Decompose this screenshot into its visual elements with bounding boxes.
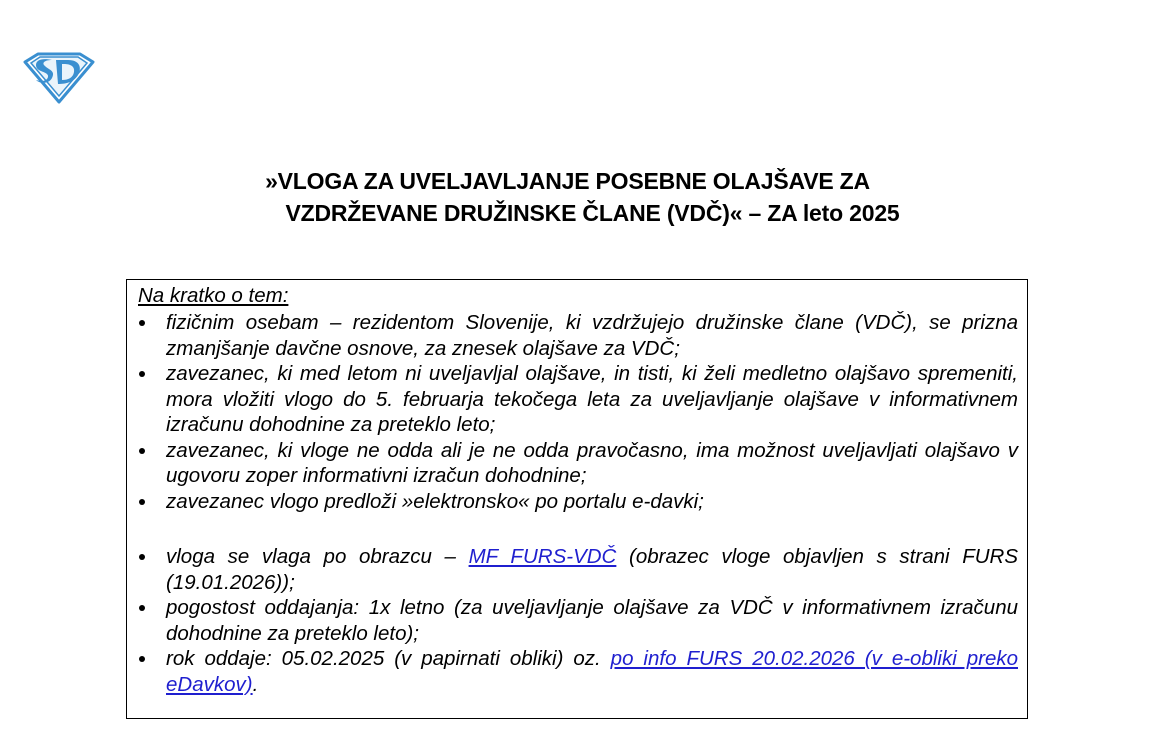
list-item-text: vloga se vlaga po obrazcu – bbox=[166, 545, 469, 568]
list-item bbox=[127, 310, 1027, 361]
document-title-line-2: VZDRŽEVANE DRUŽINSKE ČLANE (VDČ)« – ZA leto 2025 bbox=[285, 200, 900, 226]
list-item-text: . bbox=[252, 672, 259, 696]
list-item bbox=[127, 544, 1027, 595]
summary-box bbox=[126, 279, 1028, 719]
list-item-text: zavezanec vlogo predloži »elektronsko« po portalu e-davki; bbox=[166, 489, 704, 513]
list-item-text: rok oddaje: 05.02.2025 (v papirnati obliki) oz. bbox=[166, 647, 611, 670]
list-item-text: fizičnim osebam – rezidentom Slovenije, ki vzdržujejo družinske člane (VDČ), se prizna zmanjšanje davčne osnove, za znesek olajšave za VDČ; bbox=[166, 311, 1018, 360]
document-title-line-1: »VLOGA ZA UVELJAVLJANJE POSEBNE OLAJŠAVE ZA bbox=[265, 168, 870, 194]
bullet-icon bbox=[139, 320, 145, 326]
bullet-icon bbox=[139, 371, 145, 377]
mf-furs-vdc-link[interactable]: MF FURS-VDČ bbox=[468, 545, 617, 568]
summary-list bbox=[127, 310, 1027, 697]
list-item bbox=[127, 646, 1027, 697]
list-item-text: pogostost oddajanja: 1x letno (za uveljavljanje olajšave za VDČ v informativnem izračunu dohodnine za preteklo leto); bbox=[166, 596, 1018, 645]
furs-info-link[interactable]: po info FURS 20.02.2026 (v e-obliki preko eDavkov) bbox=[166, 647, 1018, 696]
summary-heading: Na kratko o tem: bbox=[138, 284, 289, 307]
list-item-text: zavezanec, ki vloge ne odda ali je ne odda pravočasno, ima možnost uveljavljati olajšavo v ugovoru zoper informativni izračun dohodnine; bbox=[166, 438, 1018, 487]
bullet-icon bbox=[139, 656, 145, 662]
list-item bbox=[127, 489, 1027, 515]
list-item-text: zavezanec, ki med letom ni uveljavljal olajšave, in tisti, ki želi medletno olajšavo spremeniti, mora vložiti vlogo do 5. februarja tekočega leta za uveljavljanje olajšave v informativnem izračunu dohodnine za preteklo leto; bbox=[166, 362, 1018, 436]
bullet-icon bbox=[139, 499, 145, 505]
list-item bbox=[127, 361, 1027, 438]
sd-shield-logo-icon bbox=[22, 48, 96, 104]
list-item bbox=[127, 438, 1027, 489]
bullet-icon bbox=[139, 554, 145, 560]
list-item bbox=[127, 595, 1027, 646]
bullet-icon bbox=[139, 605, 145, 611]
bullet-icon bbox=[139, 448, 145, 454]
list-item-text: (obrazec vloge objavljen s strani FURS (19.01.2026)); bbox=[166, 545, 1018, 594]
